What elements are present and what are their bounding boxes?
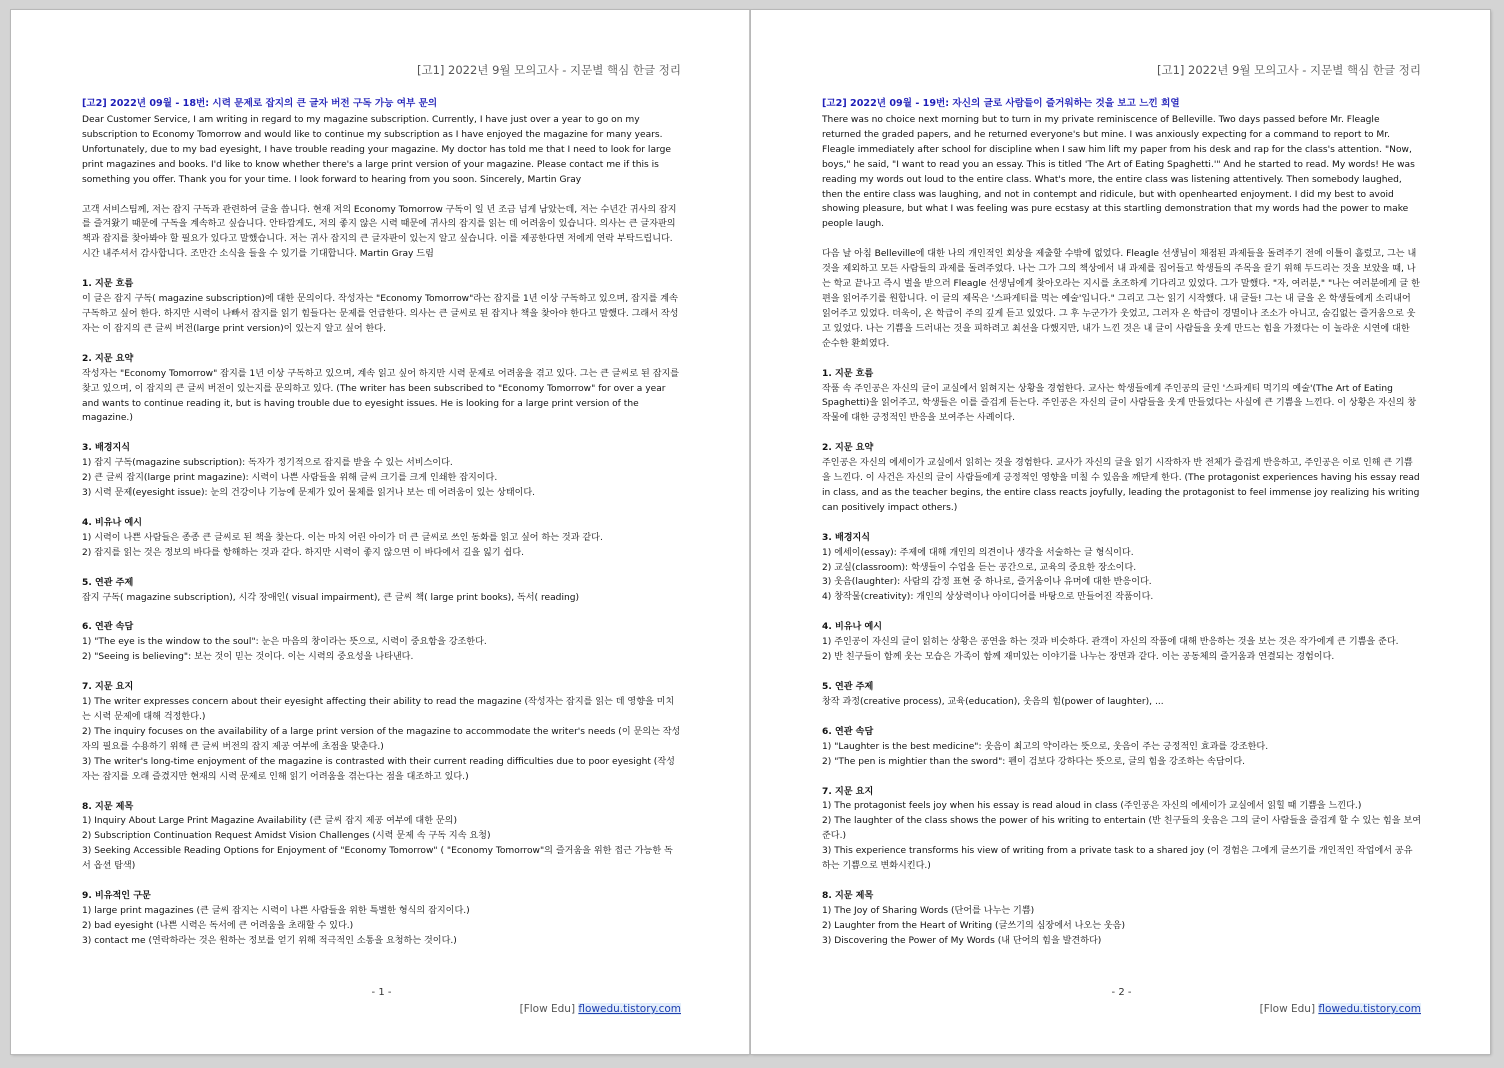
section-heading: 7. 지문 요지 xyxy=(82,682,134,693)
section-line: 2) "The pen is mightier than the sword": 펜이 검보다 강하다는 뜻으로, 글의 힘을 강조하는 속담이다. xyxy=(822,756,1246,767)
section-heading: 4. 비유나 예시 xyxy=(822,622,883,633)
page-footer xyxy=(1260,1003,1421,1015)
section-heading: 8. 지문 제목 xyxy=(822,890,874,901)
section-4 xyxy=(82,516,681,561)
section-line: 2) 교실(classroom): 학생들이 수업을 듣는 공간으로, 교육의 중요한 장소이다. xyxy=(822,562,1137,573)
section-line: 2) Subscription Continuation Request Amidst Vision Challenges (시력 문제 속 구독 지속 요청) xyxy=(82,831,491,842)
section-line: 잡지 구독( magazine subscription), 시각 장애인( visual impairment), 큰 글씨 책( large print books), 독서( reading) xyxy=(82,592,580,603)
section-line: 3) Discovering the Power of My Words (내 단어의 힘을 발견하다) xyxy=(822,935,1102,946)
section-5 xyxy=(822,680,1421,710)
section-line: 2) 큰 글씨 잡지(large print magazine): 시력이 나쁜 사람들을 위해 글씨 크기를 크게 인쇄한 잡지이다. xyxy=(82,473,498,484)
section-heading: 3. 배경지식 xyxy=(82,443,131,454)
section-6 xyxy=(82,620,681,665)
section-line: 3) 웃음(laughter): 사람의 감정 표현 중 하나로, 즐거움이나 유머에 대한 반응이다. xyxy=(822,577,1152,588)
section-heading: 3. 배경지식 xyxy=(822,532,871,543)
section-heading: 5. 연관 주제 xyxy=(82,577,134,588)
page-number: - 2 - xyxy=(1111,987,1132,998)
section-line: 1) 잡지 구독(magazine subscription): 독자가 정기적으로 잡지를 받을 수 있는 서비스이다. xyxy=(82,458,453,469)
analysis-sections xyxy=(822,367,1421,949)
section-1 xyxy=(822,367,1421,427)
footer-brand: [Flow Edu] xyxy=(519,1003,576,1015)
analysis-sections xyxy=(82,277,681,949)
page-1 xyxy=(11,10,749,1054)
section-line: 2) The inquiry focuses on the availability of a large print version of the magazine to accommodate the writer's needs (이 문의는 작성자의 필요를 수용하기 위해 큰 글씨 버전의 잡지 제공 여부에 초점을 맞춘다.) xyxy=(82,726,681,752)
passage-korean: 다음 날 아침 Belleville에 대한 나의 개인적인 회상을 제출할 수밖에 없었다. Fleagle 선생님이 채점된 과제들을 돌려주기 전에 이틀이 흘렀고, 그는 내 것을 제외하고 모든 사람들의 과제를 돌려주었다. 나는 그가 그의 책상에서 내 과제를 집어들고 학생들의 주목을 끌기 위해 두드리는 것을 보았을 때, 나는 학교 끝나고 즉시 벌을 받으러 Fleagle 선생님에게 찾아오라는 지시를 초조하게 기다리고 있었다. 그가 말했다. "자, 여러분," "나는 여러분에게 글 한 편을 읽어주기를 원합니다. 이 글의 제목은 '스파게티를 먹는 예술'입니다." 그리고 그는 읽기 시작했다. 내 글들! 그는 내 글을 온 학생들에게 소리내어 읽어주고 있었다. 더욱이, 온 학급이 주의 깊게 듣고 있었다. 그 후 누군가가 웃었고, 그러자 온 학급이 경멸이나 조소가 아니고, 숨김없는 즐거움으로 웃고 있었다. 나는 기쁨을 드러내는 것을 피하려고 최선을 다했지만, 내가 느낀 것은 내 글이 사람들을 웃게 만드는 힘을 가졌다는 이 놀라운 시연에 대한 순수한 환희였다. xyxy=(822,249,1420,349)
section-7 xyxy=(82,680,681,784)
passage-english: Dear Customer Service, I am writing in regard to my magazine subscription. Currently, I have just over a year to go on my subscription to Economy Tomorrow and would like to continue my subscription as I have enjoyed the magazine for many years. Unfortunately, due to my bad eyesight, I have trouble reading your magazine. My doctor has told me that I need to look for large print magazines and books. I'd like to know whether there's a large print version of your magazine. Please contact me if this is something you offer. Thank you for your time. I look forward to hearing from you soon. Sincerely, Martin Gray xyxy=(82,115,671,185)
footer-site-link[interactable]: flowedu.tistory.com xyxy=(1318,1003,1421,1015)
section-heading: 5. 연관 주제 xyxy=(822,682,874,692)
page-body xyxy=(822,113,1421,949)
section-1 xyxy=(82,277,681,337)
section-heading: 8. 지문 제목 xyxy=(82,801,134,812)
section-2 xyxy=(82,352,681,427)
section-line: 2) "Seeing is believing": 보는 것이 믿는 것이다. 이는 시력의 중요성을 나타낸다. xyxy=(82,652,414,663)
section-line: 1) The Joy of Sharing Words (단어를 나누는 기쁨) xyxy=(822,905,1035,916)
section-line: 4) 창작물(creativity): 개인의 상상력이나 아이디어를 바탕으로 만들어진 작품이다. xyxy=(822,592,1154,603)
section-line: 주인공은 자신의 에세이가 교실에서 읽히는 것을 경험한다. 교사가 자신의 글을 읽기 시작하자 반 전체가 즐겁게 반응하고, 주인공은 이로 인해 큰 기쁨을 느낀다. 이 사건은 자신의 글이 사람들에게 긍정적인 영향을 미칠 수 있음을 깨닫게 한다. (The protagonist experiences having his essay read in class, and as the teacher begins, the entire class reacts joyfully, leading the protagonist to feel immense joy realizing his writing can positively impact others.) xyxy=(822,458,1420,513)
section-line: 2) bad eyesight (나쁜 시력은 독서에 큰 어려움을 초래할 수 있다.) xyxy=(82,920,354,931)
section-heading: 4. 비유나 예시 xyxy=(82,517,143,528)
section-line: 1) large print magazines (큰 글씨 잡지는 시력이 나쁜 사람들을 위한 특별한 형식의 잡지이다.) xyxy=(82,905,470,916)
page-body xyxy=(82,113,681,949)
passage-title: [고2] 2022년 09월 - 18번: 시력 문제로 잡지의 큰 글자 버전 구독 가능 여부 문의 xyxy=(82,98,438,109)
footer-site-link[interactable]: flowedu.tistory.com xyxy=(578,1003,681,1015)
section-5 xyxy=(82,576,681,606)
section-line: 이 글은 잡지 구독( magazine subscription)에 대한 문의이다. 작성자는 "Economy Tomorrow"라는 잡지를 1년 이상 구독하고 있으며, 잡지를 계속 구독하고 싶어 한다. 하지만 시력이 나빠서 잡지를 읽기 힘들다는 문제를 언급한다. 의사는 큰 글씨로 된 잡지나 책을 찾아야 한다고 말했다. 그래서 작성자는 이 잡지의 큰 글씨 버전(large print version)이 있는지 알고 싶어 한다. xyxy=(82,294,679,334)
section-line: 3) Seeking Accessible Reading Options for Enjoyment of "Economy Tomorrow" ( "Economy Tomorrow"의 즐거움을 위한 접근 가능한 독서 옵션 탐색) xyxy=(82,846,673,872)
section-6 xyxy=(822,725,1421,770)
section-7 xyxy=(822,785,1421,874)
footer-brand: [Flow Edu] xyxy=(1259,1003,1316,1015)
section-line: 2) Laughter from the Heart of Writing (글쓰기의 심장에서 나오는 웃음) xyxy=(822,920,1126,931)
section-line: 3) The writer's long-time enjoyment of the magazine is contrasted with their current reading difficulties due to poor eyesight (작성자는 잡지를 오래 즐겼지만 현재의 시력 문제로 인해 읽기 어려움을 겪는다는 점을 대조하고 있다.) xyxy=(82,756,675,782)
section-4 xyxy=(822,620,1421,665)
section-line: 3) contact me (연락하라는 것은 원하는 정보를 얻기 위해 적극적인 소통을 요청하는 것이다.) xyxy=(82,935,457,946)
section-3 xyxy=(822,531,1421,606)
page-header: [고1] 2022년 9월 모의고사 - 지문별 핵심 한글 정리 xyxy=(1156,63,1421,77)
section-line: 2) 잡지를 읽는 것은 정보의 바다를 항해하는 것과 같다. 하지만 시력이 좋지 않으면 이 바다에서 길을 잃기 쉽다. xyxy=(82,547,524,558)
section-line: 1) 시력이 나쁜 사람들은 종종 큰 글씨로 된 책을 찾는다. 이는 마치 어린 아이가 더 큰 글씨로 쓰인 동화를 읽고 싶어 하는 것과 같다. xyxy=(82,532,603,543)
section-heading: 6. 연관 속담 xyxy=(822,726,874,737)
page-number: - 1 - xyxy=(371,987,392,998)
section-line: 1) Inquiry About Large Print Magazine Availability (큰 글씨 잡지 제공 여부에 대한 문의) xyxy=(82,816,457,827)
section-line: 1) "Laughter is the best medicine": 웃음이 최고의 약이라는 뜻으로, 웃음이 주는 긍정적인 효과를 강조한다. xyxy=(822,741,1269,752)
section-2 xyxy=(822,441,1421,516)
section-heading: 9. 비유적인 구문 xyxy=(82,891,151,902)
section-line: 1) "The eye is the window to the soul": 눈은 마음의 창이라는 뜻으로, 시력이 중요함을 강조한다. xyxy=(82,637,487,648)
section-heading: 7. 지문 요지 xyxy=(822,786,874,797)
passage-english: There was no choice next morning but to turn in my private reminiscence of Belleville. Two days passed before Mr. Fleagle returned the graded papers, and he returned everyone's but mine. I was anxiously expecting for a command to report to Mr. Fleagle immediately after school for discipline when I saw him lift my paper from his desk and rap for the class's attention. "Now, boys," he said, "I want to read you an essay. This is titled 'The Art of Eating Spaghetti.'" And he started to read. My words! He was reading my words out loud to the entire class. What's more, the entire class was listening attentively. Then somebody laughed, then the entire class was laughing, and not in contempt and ridicule, but with openhearted enjoyment. I did my best to avoid showing pleasure, but what I was feeling was pure ecstasy at this startling demonstration that my words had the power to make people laugh. xyxy=(822,115,1415,230)
section-line: 1) 에세이(essay): 주제에 대해 개인의 의견이나 생각을 서술하는 글 형식이다. xyxy=(822,547,1134,558)
page-2 xyxy=(751,10,1490,1054)
section-heading: 2. 지문 요약 xyxy=(82,353,134,364)
section-line: 2) 반 친구들이 함께 웃는 모습은 가족이 함께 재미있는 이야기를 나누는 장면과 같다. 이는 공동체의 즐거움과 연결되는 경험이다. xyxy=(822,652,1335,663)
section-line: 작성자는 "Economy Tomorrow" 잡지를 1년 이상 구독하고 있으며, 계속 읽고 싶어 하지만 시력 문제로 어려움을 겪고 있다. 그는 큰 글씨로 된 잡지를 찾고 있으며, 이 잡지의 큰 글씨 버전이 있는지를 문의하고 있다. (The writer has been subscribed to "Economy Tomorrow" for over a year and wants to continue reading it, but is having trouble due to eyesight issues. He is looking for a large print version of the magazine.) xyxy=(82,368,680,424)
section-line: 3) 시력 문제(eyesight issue): 눈의 건강이나 기능에 문제가 있어 물체를 읽거나 보는 데 어려움이 있는 상태이다. xyxy=(82,488,536,499)
section-8 xyxy=(822,889,1421,949)
section-8 xyxy=(82,800,681,875)
section-9 xyxy=(82,889,681,949)
section-line: 1) 주인공이 자신의 글이 읽히는 상황은 공연을 하는 것과 비슷하다. 관객이 자신의 작품에 대해 반응하는 것을 보는 것은 작가에게 큰 기쁨을 준다. xyxy=(822,637,1399,648)
section-heading: 2. 지문 요약 xyxy=(822,443,874,454)
section-3 xyxy=(82,441,681,501)
section-line: 1) The writer expresses concern about their eyesight affecting their ability to read the magazine (작성자는 잡지를 읽는 데 영향을 미치는 시력 문제에 대해 걱정한다.) xyxy=(82,697,675,722)
section-heading: 6. 연관 속담 xyxy=(82,622,134,633)
page-header: [고1] 2022년 9월 모의고사 - 지문별 핵심 한글 정리 xyxy=(416,63,681,77)
section-line: 작품 속 주인공은 자신의 글이 교실에서 읽혀지는 상황을 경험한다. 교사는 학생들에게 주인공의 글인 '스파게티 먹기의 예술'(The Art of Eating Spaghetti)을 읽어주고, 학생들은 이를 즐겁게 듣는다. 주인공은 자신의 글이 사람들을 웃게 만들었다는 사실에 큰 기쁨을 느낀다. 이 상황은 자신의 창작물에 대한 긍정적인 반응을 보여주는 사례이다. xyxy=(822,383,1417,424)
passage-korean: 고객 서비스팀께, 저는 잡지 구독과 관련하여 글을 씁니다. 현재 저의 Economy Tomorrow 구독이 일 년 조금 넘게 남았는데, 저는 수년간 귀사의 잡지를 즐겨왔기 때문에 구독을 계속하고 싶습니다. 안타깝게도, 저의 좋지 않은 시력 때문에 귀사의 잡지를 읽는 데 어려움이 있습니다. 의사는 큰 글자판의 책과 잡지를 찾아봐야 할 필요가 있다고 말했습니다. 저는 귀사 잡지의 큰 글자판이 있는지 알고 싶습니다. 이를 제공한다면 저에게 연락 부탁드립니다. 시간 내주셔서 감사합니다. 조만간 소식을 들을 수 있기를 기대합니다. Martin Gray 드림 xyxy=(82,204,677,260)
page-footer xyxy=(520,1003,681,1015)
section-heading: 1. 지문 흐름 xyxy=(82,279,134,290)
section-line: 2) The laughter of the class shows the power of his writing to entertain (반 친구들의 웃음은 그의 글이 사람들을 즐겁게 할 수 있는 힘을 보여준다.) xyxy=(822,816,1422,842)
section-line: 창작 과정(creative process), 교육(education), 웃음의 힘(power of laughter), ... xyxy=(822,696,1164,707)
section-heading: 1. 지문 흐름 xyxy=(822,368,874,379)
passage-title: [고2] 2022년 09월 - 19번: 자신의 글로 사람들이 즐거워하는 것을 보고 느낀 희열 xyxy=(822,98,1180,109)
section-line: 1) The protagonist feels joy when his essay is read aloud in class (주인공은 자신의 에세이가 교실에서 읽힐 때 기쁨을 느낀다.) xyxy=(822,801,1362,812)
section-line: 3) This experience transforms his view of writing from a private task to a shared joy (이 경험은 그에게 글쓰기를 개인적인 작업에서 공유하는 기쁨으로 변화시킨다.) xyxy=(822,846,1413,872)
